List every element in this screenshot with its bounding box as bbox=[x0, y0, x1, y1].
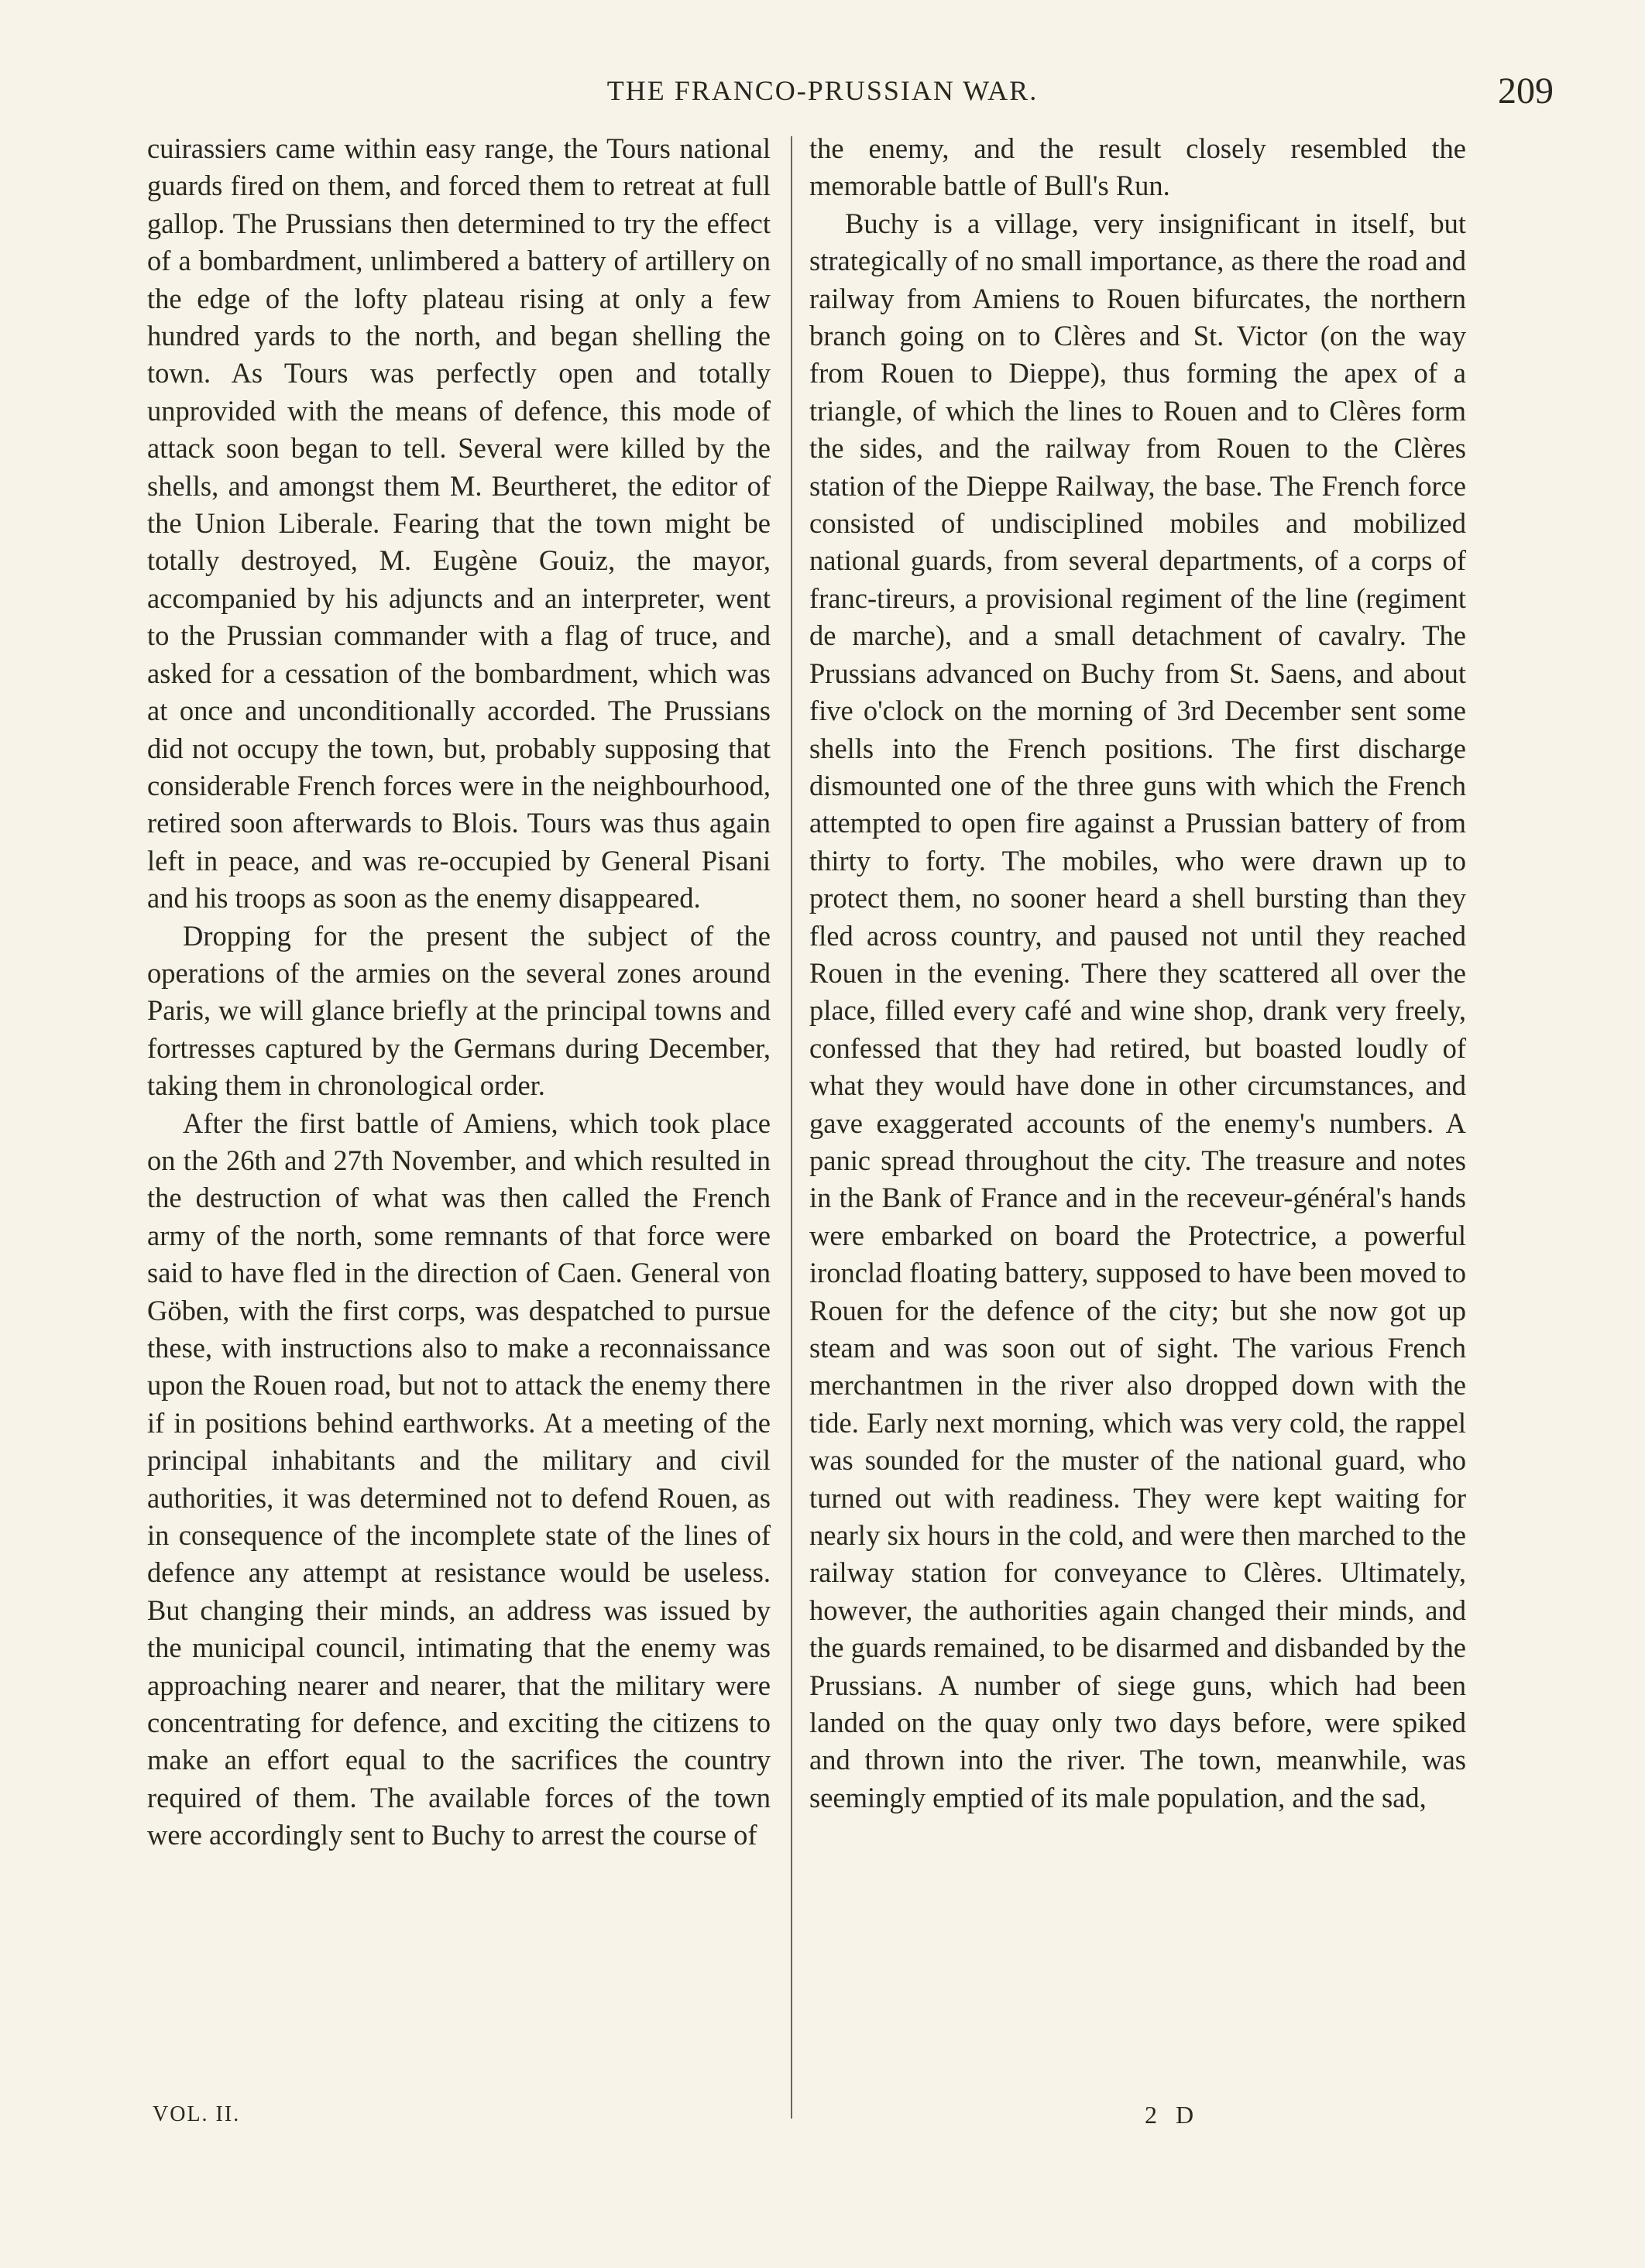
running-title: THE FRANCO-PRUSSIAN WAR. bbox=[606, 75, 1039, 106]
left-column bbox=[147, 130, 771, 1855]
paragraph: Buchy is a village, very insignificant in itself, but strategically of no small importance, as there the road and railway from Amiens to Rouen bifurcates, the northern branch going on to Clères and St. Victor (on the way from Rouen to Dieppe), thus forming the apex of a triangle, of which the lines to Rouen and to Clères form the sides, and the railway from Rouen to the Clères station of the Dieppe Railway, the base. The French force consisted of undisciplined mobiles and mobilized national guards, from several departments, of a corps of franc-tireurs, a provisional regiment of the line (regiment de marche), and a small detachment of cavalry. The Prussians advanced on Buchy from St. Saens, and about five o'clock on the morning of 3rd December sent some shells into the French positions. The first discharge dismounted one of the three guns with which the French attempted to open fire against a Prussian battery of from thirty to forty. The mobiles, who were drawn up to protect them, no sooner heard a shell bursting than they fled across country, and paused not until they reached Rouen in the evening. There they scattered all over the place, filled every café and wine shop, drank very freely, confessed that they had retired, but boasted loudly of what they would have done in other circumstances, and gave exaggerated accounts of the enemy's numbers. A panic spread throughout the city. The treasure and notes in the Bank of France and in the receveur-général's hands were embarked on board the Protectrice, a powerful ironclad floating battery, supposed to have been moved to Rouen for the defence of the city; but she now got up steam and was soon out of sight. The various French merchantmen in the river also dropped down with the tide. Early next morning, which was very cold, the rappel was sounded for the muster of the national guard, who turned out with readiness. They were kept waiting for nearly six hours in the cold, and were then marched to the railway station for conveyance to Clères. Ultimately, however, the authorities again changed their minds, and the guards remained, to be disarmed and disbanded by the Prussians. A number of siege guns, which had been landed on the quay only two days before, were spiked and thrown into the river. The town, meanwhile, was seemingly emptied of its male population, and the sad, bbox=[809, 207, 1466, 1813]
paragraph: the enemy, and the result closely resembled the memorable battle of Bull's Run. bbox=[809, 132, 1466, 202]
signature-mark: 2 D bbox=[1145, 2101, 1200, 2129]
page-footer bbox=[0, 2102, 1645, 2133]
paragraph: After the first battle of Amiens, which took place on the 26th and 27th November, and which resulted in the destruction of what was then called the French army of the north, some remnants of that force were said to have fled in the direction of Caen. General von Göben, with the first corps, was despatched to pursue these, with instructions also to make a reconnaissance upon the Rouen road, but not to attack the enemy there if in positions behind earthworks. At a meeting of the principal inhabitants and the military and civil authorities, it was determined not to defend Rouen, as in consequence of the incomplete state of the lines of defence any attempt at resistance would be useless. But changing their minds, an address was issued by the municipal council, intimating that the enemy was approaching nearer and nearer, that the military were concentrating for defence, and exciting the citizens to make an effort equal to the sacrifices the country required of them. The available forces of the town were accordingly sent to Buchy to arrest the course of bbox=[147, 1107, 771, 1851]
page-header bbox=[0, 70, 1645, 116]
page-number: 209 bbox=[1498, 70, 1554, 112]
column-divider bbox=[791, 136, 792, 2119]
right-column bbox=[809, 130, 1466, 1817]
volume-label: VOL. II. bbox=[153, 2102, 241, 2126]
paragraph: cuirassiers came within easy range, the Tours national guards fired on them, and forced them to retreat at full gallop. The Prussians then determined to try the effect of a bombardment, unlimbered a battery of artillery on the edge of the lofty plateau rising at only a few hundred yards to the north, and began shelling the town. As Tours was perfectly open and totally unprovided with the means of defence, this mode of attack soon began to tell. Several were killed by the shells, and amongst them M. Beurtheret, the editor of the Union Liberale. Fearing that the town might be totally destroyed, M. Eugène Gouiz, the mayor, accompanied by his adjuncts and an interpreter, went to the Prussian commander with a flag of truce, and asked for a cessation of the bombardment, which was at once and unconditionally accorded. The Prussians did not occupy the town, but, probably supposing that considerable French forces were in the neighbourhood, retired soon afterwards to Blois. Tours was thus again left in peace, and was re-occupied by General Pisani and his troops as soon as the enemy disappeared. bbox=[147, 132, 771, 914]
paragraph: Dropping for the present the subject of the operations of the armies on the several zones around Paris, we will glance briefly at the principal towns and fortresses captured by the Germans during December, taking them in chronological order. bbox=[147, 919, 771, 1102]
